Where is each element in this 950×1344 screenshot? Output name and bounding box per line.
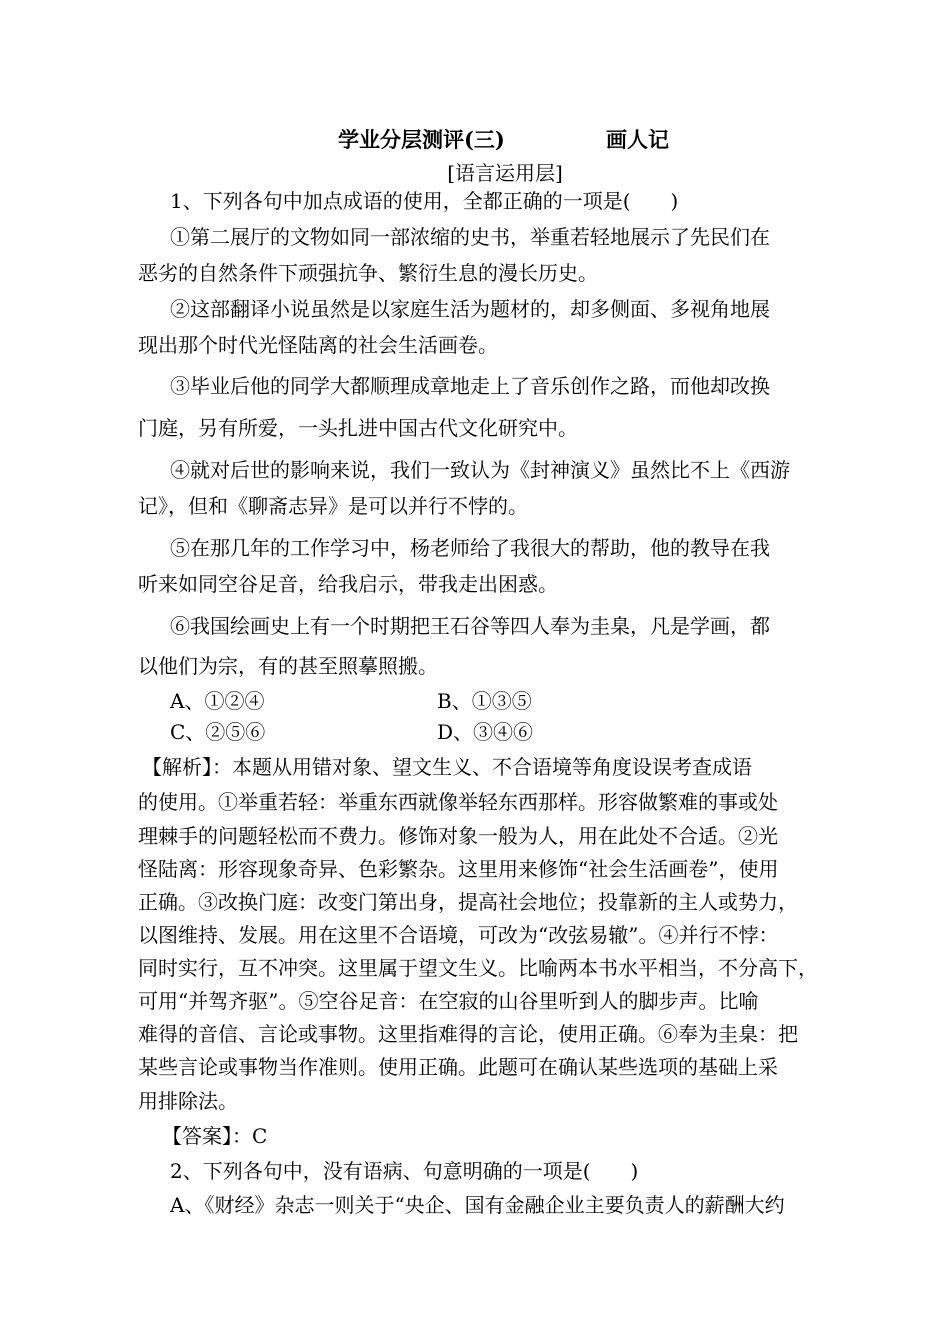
sentence-6-line-1 bbox=[170, 611, 842, 641]
analysis-line: 的使用。①举重若轻：举重东西就像举轻东西那样。形容做繁难的事或处 bbox=[138, 790, 778, 814]
analysis-line: 某些言论或事物当作准则。使用正确。此题可在确认某些选项的基础上采 bbox=[138, 1055, 778, 1079]
sentence-1-line-1 bbox=[170, 222, 842, 252]
dotted-char: 并 bbox=[408, 491, 428, 521]
dotted-idiom bbox=[138, 416, 178, 440]
analysis-line: 用排除法。 bbox=[138, 1089, 238, 1113]
dotted-char: 奉 bbox=[550, 611, 570, 641]
dotted-char: 改 bbox=[730, 371, 750, 401]
question-2-option-a: A、《财经》杂志一则关于“央企、国有金融企业主要负责人的薪酬大约 bbox=[170, 1193, 785, 1217]
dotted-char: 怪 bbox=[278, 330, 298, 360]
sentence-1-text-b: 地展示了先民们在 bbox=[610, 225, 770, 249]
dotted-char: 轻 bbox=[590, 222, 610, 252]
sentence-6-text-b: ，凡是学画，都 bbox=[630, 614, 770, 638]
sentence-4-text-b: 的。 bbox=[488, 494, 528, 518]
dotted-char: 离 bbox=[318, 330, 338, 360]
sentence-5-line-2 bbox=[138, 569, 842, 599]
sentence-4-line-2 bbox=[138, 491, 842, 521]
sentence-2-text-b: 的社会生活画卷。 bbox=[338, 333, 498, 357]
dotted-char: 陆 bbox=[298, 330, 318, 360]
sentence-6-line-2: 以他们为宗，有的甚至照摹照搬。 bbox=[138, 654, 438, 678]
analysis-line: 理棘手的问题轻松而不费力。修饰对象一般为人，用在此处不合适。②光 bbox=[138, 824, 778, 848]
dotted-char: 谷 bbox=[238, 569, 258, 599]
dotted-char: 圭 bbox=[590, 611, 610, 641]
dotted-char: 不 bbox=[448, 491, 468, 521]
title-main: 学业分层测评(三) bbox=[338, 127, 505, 152]
analysis-line: 【解析】：本题从用错对象、望文生义、不合语境等角度设误考查成语 bbox=[142, 755, 752, 779]
sentence-2-line-2 bbox=[138, 330, 842, 360]
dotted-char: 空 bbox=[218, 569, 238, 599]
analysis-line: 怪陆离：形容现象奇异、色彩繁杂。这里用来修饰“社会生活画卷”，使用 bbox=[138, 857, 779, 881]
analysis-line: 以图维持、发展。用在这里不合语境，可改为“改弦易辙”。④并行不悖： bbox=[138, 923, 779, 947]
answer-line: 【答案】：C bbox=[162, 1124, 268, 1148]
analysis-line: 可用“并驾齐驱”。⑤空谷足音：在空寂的山谷里听到人的脚步声。比喻 bbox=[138, 989, 759, 1013]
sentence-3-text-a: ③毕业后他的同学大都顺理成章地走上了音乐创作之路，而他却 bbox=[170, 374, 730, 398]
option-b: B、①③⑤ bbox=[437, 689, 532, 713]
sentence-2-line-1: ②这部翻译小说虽然是以家庭生活为题材的，却多侧面、多视角地展 bbox=[170, 297, 770, 321]
analysis-line: 同时实行，互不冲突。这里属于望文生义。比喻两本书水平相当，不分高下， bbox=[138, 956, 818, 980]
sentence-4-text-a: 记》，但和《聊斋志异》是可以 bbox=[138, 494, 408, 518]
dotted-idiom bbox=[530, 225, 610, 249]
dotted-char: 悖 bbox=[468, 491, 488, 521]
sentence-6-text-a: ⑥我国绘画史上有一个时期把王石谷等四人 bbox=[170, 614, 550, 638]
sentence-3-line-2 bbox=[138, 413, 842, 443]
dotted-char: 行 bbox=[428, 491, 448, 521]
dotted-char: 光 bbox=[258, 330, 278, 360]
sentence-1-line-2: 恶劣的自然条件下顽强抗争、繁衍生息的漫长历史。 bbox=[138, 261, 598, 285]
dotted-idiom bbox=[258, 333, 338, 357]
sentence-3-text-b: ，另有所爱，一头扎进中国古代文化研究中。 bbox=[178, 416, 578, 440]
sentence-3-line-1 bbox=[170, 371, 842, 401]
analysis-line: 正确。③改换门庭：改变门第出身，提高社会地位；投靠新的主人或势力， bbox=[138, 890, 798, 914]
dotted-idiom bbox=[550, 614, 630, 638]
dotted-char: 重 bbox=[550, 222, 570, 252]
dotted-char: 若 bbox=[570, 222, 590, 252]
dotted-char: 庭 bbox=[158, 413, 178, 443]
dotted-char: 音 bbox=[278, 569, 298, 599]
dotted-char: 足 bbox=[258, 569, 278, 599]
dotted-char: 举 bbox=[530, 222, 550, 252]
sentence-5-line-1: ⑤在那几年的工作学习中，杨老师给了我很大的帮助，他的教导在我 bbox=[170, 536, 770, 560]
question-1-stem: 1、下列各句中加点成语的使用，全都正确的一项是( ) bbox=[170, 189, 679, 213]
option-a: A、①②④ bbox=[170, 689, 265, 713]
dotted-idiom bbox=[218, 572, 298, 596]
option-d: D、③④⑥ bbox=[437, 720, 534, 744]
dotted-char: 为 bbox=[570, 611, 590, 641]
document-title bbox=[0, 124, 950, 154]
sentence-4-line-1: ④就对后世的影响来说，我们一致认为《封神演义》虽然比不上《西游 bbox=[170, 458, 790, 482]
sentence-1-text-a: ①第二展厅的文物如同一部浓缩的史书， bbox=[170, 225, 530, 249]
dotted-idiom bbox=[730, 374, 770, 398]
dotted-char: 臬 bbox=[610, 611, 630, 641]
sentence-5-text-a: 听来如同 bbox=[138, 572, 218, 596]
analysis-line: 难得的音信、言论或事物。这里指难得的言论，使用正确。⑥奉为圭臬：把 bbox=[138, 1022, 798, 1046]
dotted-char: 换 bbox=[750, 371, 770, 401]
sentence-5-text-b: ，给我启示，带我走出困惑。 bbox=[298, 572, 558, 596]
option-c: C、②⑤⑥ bbox=[170, 720, 266, 744]
sentence-2-text-a: 现出那个时代 bbox=[138, 333, 258, 357]
dotted-char: 门 bbox=[138, 413, 158, 443]
dotted-idiom bbox=[408, 494, 488, 518]
section-label: [语言运用层] bbox=[447, 161, 563, 185]
title-sub: 画人记 bbox=[606, 127, 669, 152]
question-2-stem: 2、下列各句中，没有语病、句意明确的一项是( ) bbox=[170, 1159, 639, 1183]
